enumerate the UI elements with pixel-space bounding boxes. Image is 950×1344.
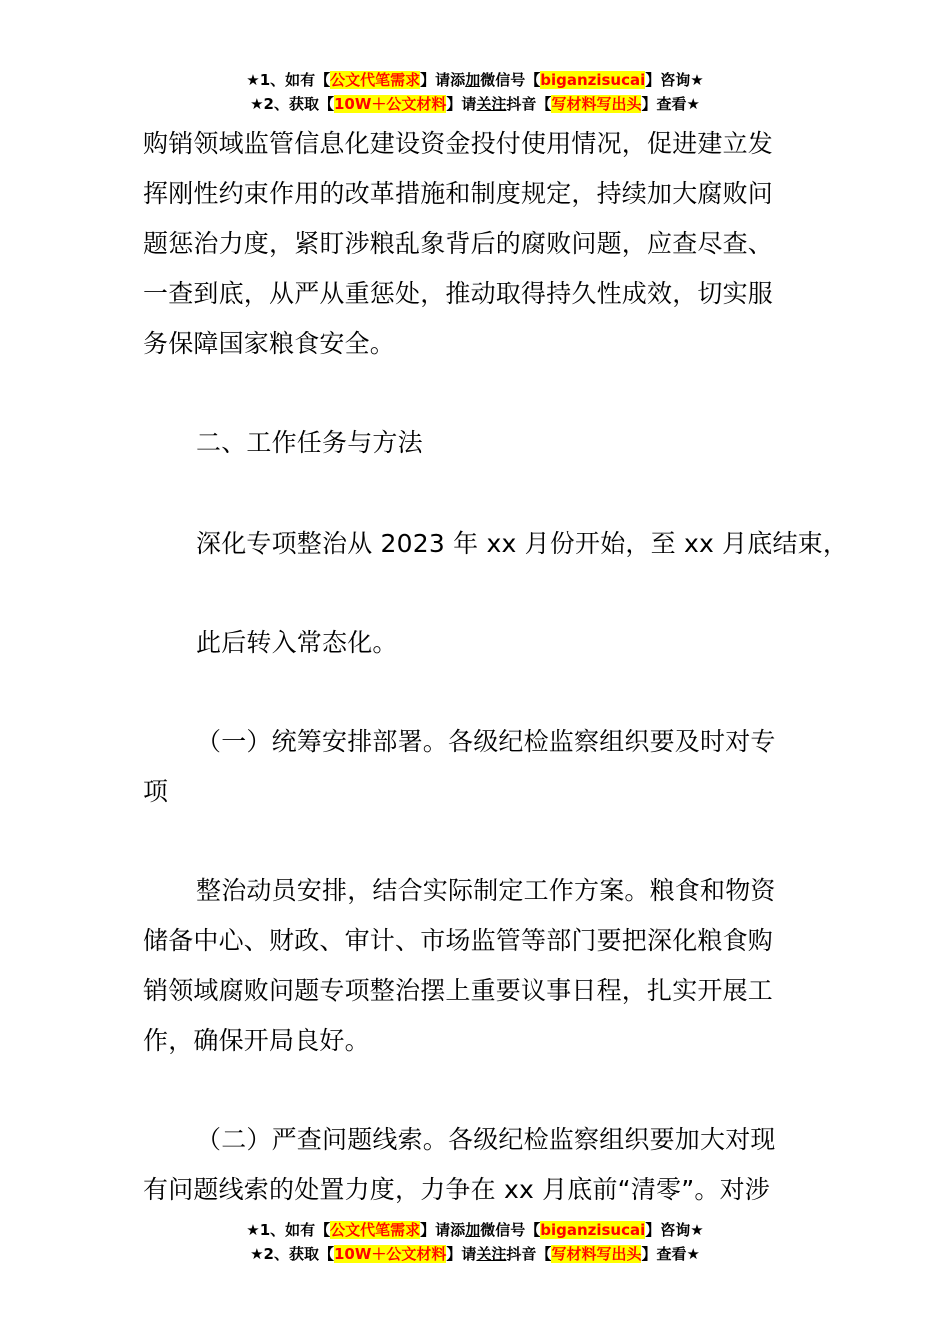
banner-line-1: ★1、如有【公文代笔需求】请添加微信号【biganzisucai】咨询★	[246, 71, 704, 89]
highlight-wechat-id: biganzisucai	[540, 1221, 646, 1239]
body-line: 项	[143, 777, 169, 806]
body-line: 一查到底，从严从重惩处，推动取得持久性成效，切实服	[143, 279, 774, 308]
body-line: 此后转入常态化。	[196, 628, 398, 657]
highlight-douyin: 写材料写出头	[551, 1245, 642, 1263]
body-line: 整治动员安排，结合实际制定工作方案。粮食和物资	[196, 876, 776, 905]
highlight-materials: 10W＋公文材料	[333, 95, 447, 113]
section-heading: 二、工作任务与方法	[196, 428, 423, 457]
highlight-douyin: 写材料写出头	[551, 95, 642, 113]
subsection-heading: （二）严查问题线索。各级纪检监察组织要加大对现	[196, 1125, 776, 1154]
highlight-service: 公文代笔需求	[330, 1221, 421, 1239]
highlight-service: 公文代笔需求	[330, 71, 421, 89]
body-line: 有问题线索的处置力度，力争在 xx 月底前“清零”。对涉	[143, 1175, 770, 1204]
body-line: 深化专项整治从 2023 年 xx 月份开始，至 xx 月底结束，	[196, 529, 849, 558]
highlight-materials: 10W＋公文材料	[333, 1245, 447, 1263]
highlight-wechat-id: biganzisucai	[540, 71, 646, 89]
subsection-heading: （一）统筹安排部署。各级纪检监察组织要及时对专	[196, 727, 776, 756]
header-banner	[0, 68, 950, 116]
footer-banner	[0, 1218, 950, 1266]
body-line: 作，确保开局良好。	[143, 1026, 370, 1055]
banner-line-2: ★2、获取【10W＋公文材料】请关注抖音【写材料写出头】查看★	[250, 95, 700, 113]
body-line: 挥刚性约束作用的改革措施和制度规定，持续加大腐败问	[143, 179, 774, 208]
body-line: 务保障国家粮食安全。	[143, 329, 396, 358]
banner-line-2: ★2、获取【10W＋公文材料】请关注抖音【写材料写出头】查看★	[250, 1245, 700, 1263]
body-line: 储备中心、财政、审计、市场监管等部门要把深化粮食购	[143, 926, 774, 955]
banner-line-1: ★1、如有【公文代笔需求】请添加微信号【biganzisucai】咨询★	[246, 1221, 704, 1239]
body-line: 销领域腐败问题专项整治摆上重要议事日程，扎实开展工	[143, 976, 774, 1005]
body-line: 购销领域监管信息化建设资金投付使用情况，促进建立发	[143, 129, 774, 158]
body-line: 题惩治力度，紧盯涉粮乱象背后的腐败问题，应查尽查、	[143, 229, 774, 258]
